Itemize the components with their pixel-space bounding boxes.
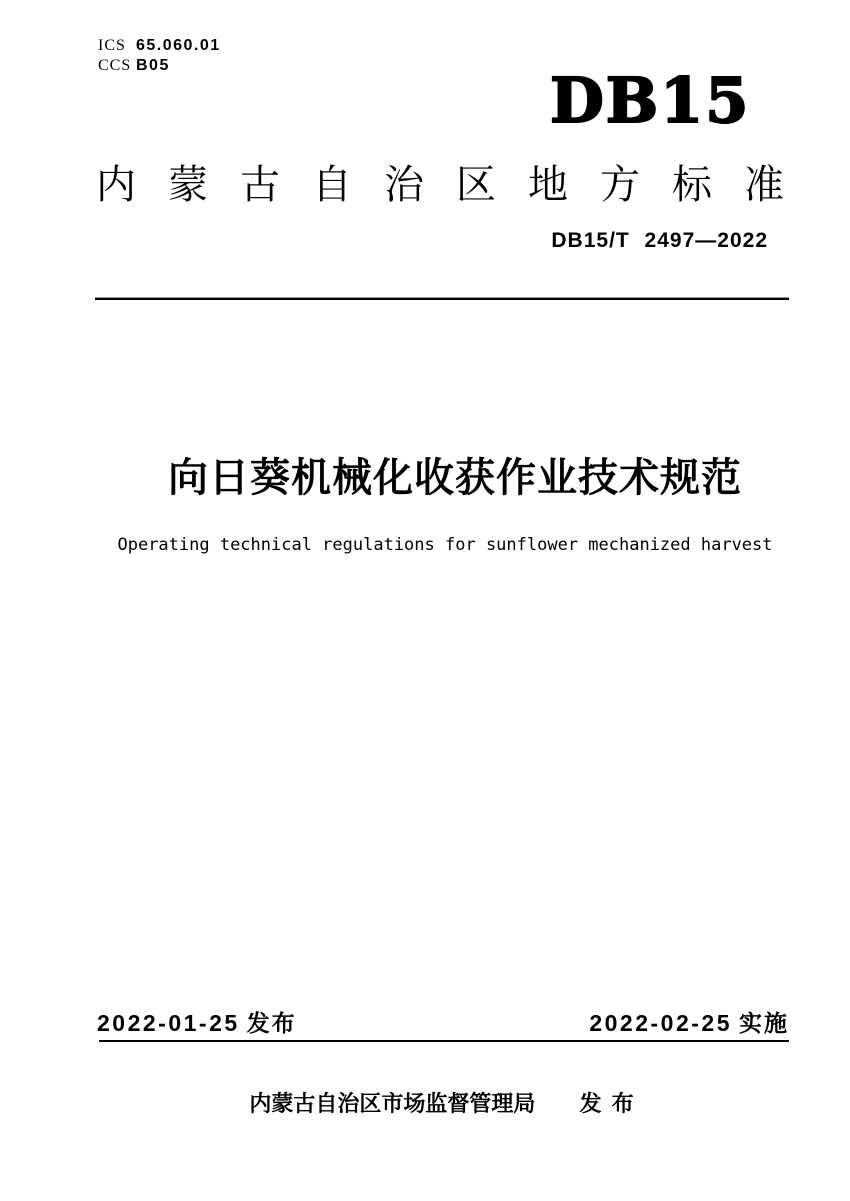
ccs-code-row	[98, 56, 221, 76]
db15-logo: DB15	[550, 64, 751, 137]
issue-date: 2022-01-25	[97, 1010, 240, 1036]
issue-date-pair	[97, 1010, 297, 1038]
dates-row	[97, 1010, 789, 1038]
publish-action-label: 发 布	[579, 1091, 636, 1116]
document-title-en: Operating technical regulations for sunflower mechanized harvest	[117, 535, 773, 555]
ccs-label: CCS	[98, 57, 132, 74]
footer-divider-line	[99, 1040, 789, 1042]
implementation-date-label: 实施	[739, 1010, 789, 1036]
ccs-value: B05	[136, 57, 170, 74]
standard-number: DB15/T 2497—2022	[551, 229, 768, 252]
classification-codes	[98, 36, 221, 76]
ics-value: 65.060.01	[136, 37, 221, 54]
standard-category-title: 内蒙古自治区地方标准	[96, 163, 816, 207]
issue-date-label: 发布	[246, 1010, 297, 1036]
publisher-line	[95, 1090, 790, 1119]
publisher-name: 内蒙古自治区市场监督管理局	[249, 1091, 536, 1116]
implementation-date-pair	[589, 1010, 789, 1038]
document-title-zh: 向日葵机械化收获作业技术规范	[168, 456, 742, 500]
ics-label: ICS	[98, 37, 126, 54]
implementation-date: 2022-02-25	[589, 1010, 732, 1036]
header-divider-line	[95, 297, 789, 300]
ics-code-row	[98, 36, 221, 56]
